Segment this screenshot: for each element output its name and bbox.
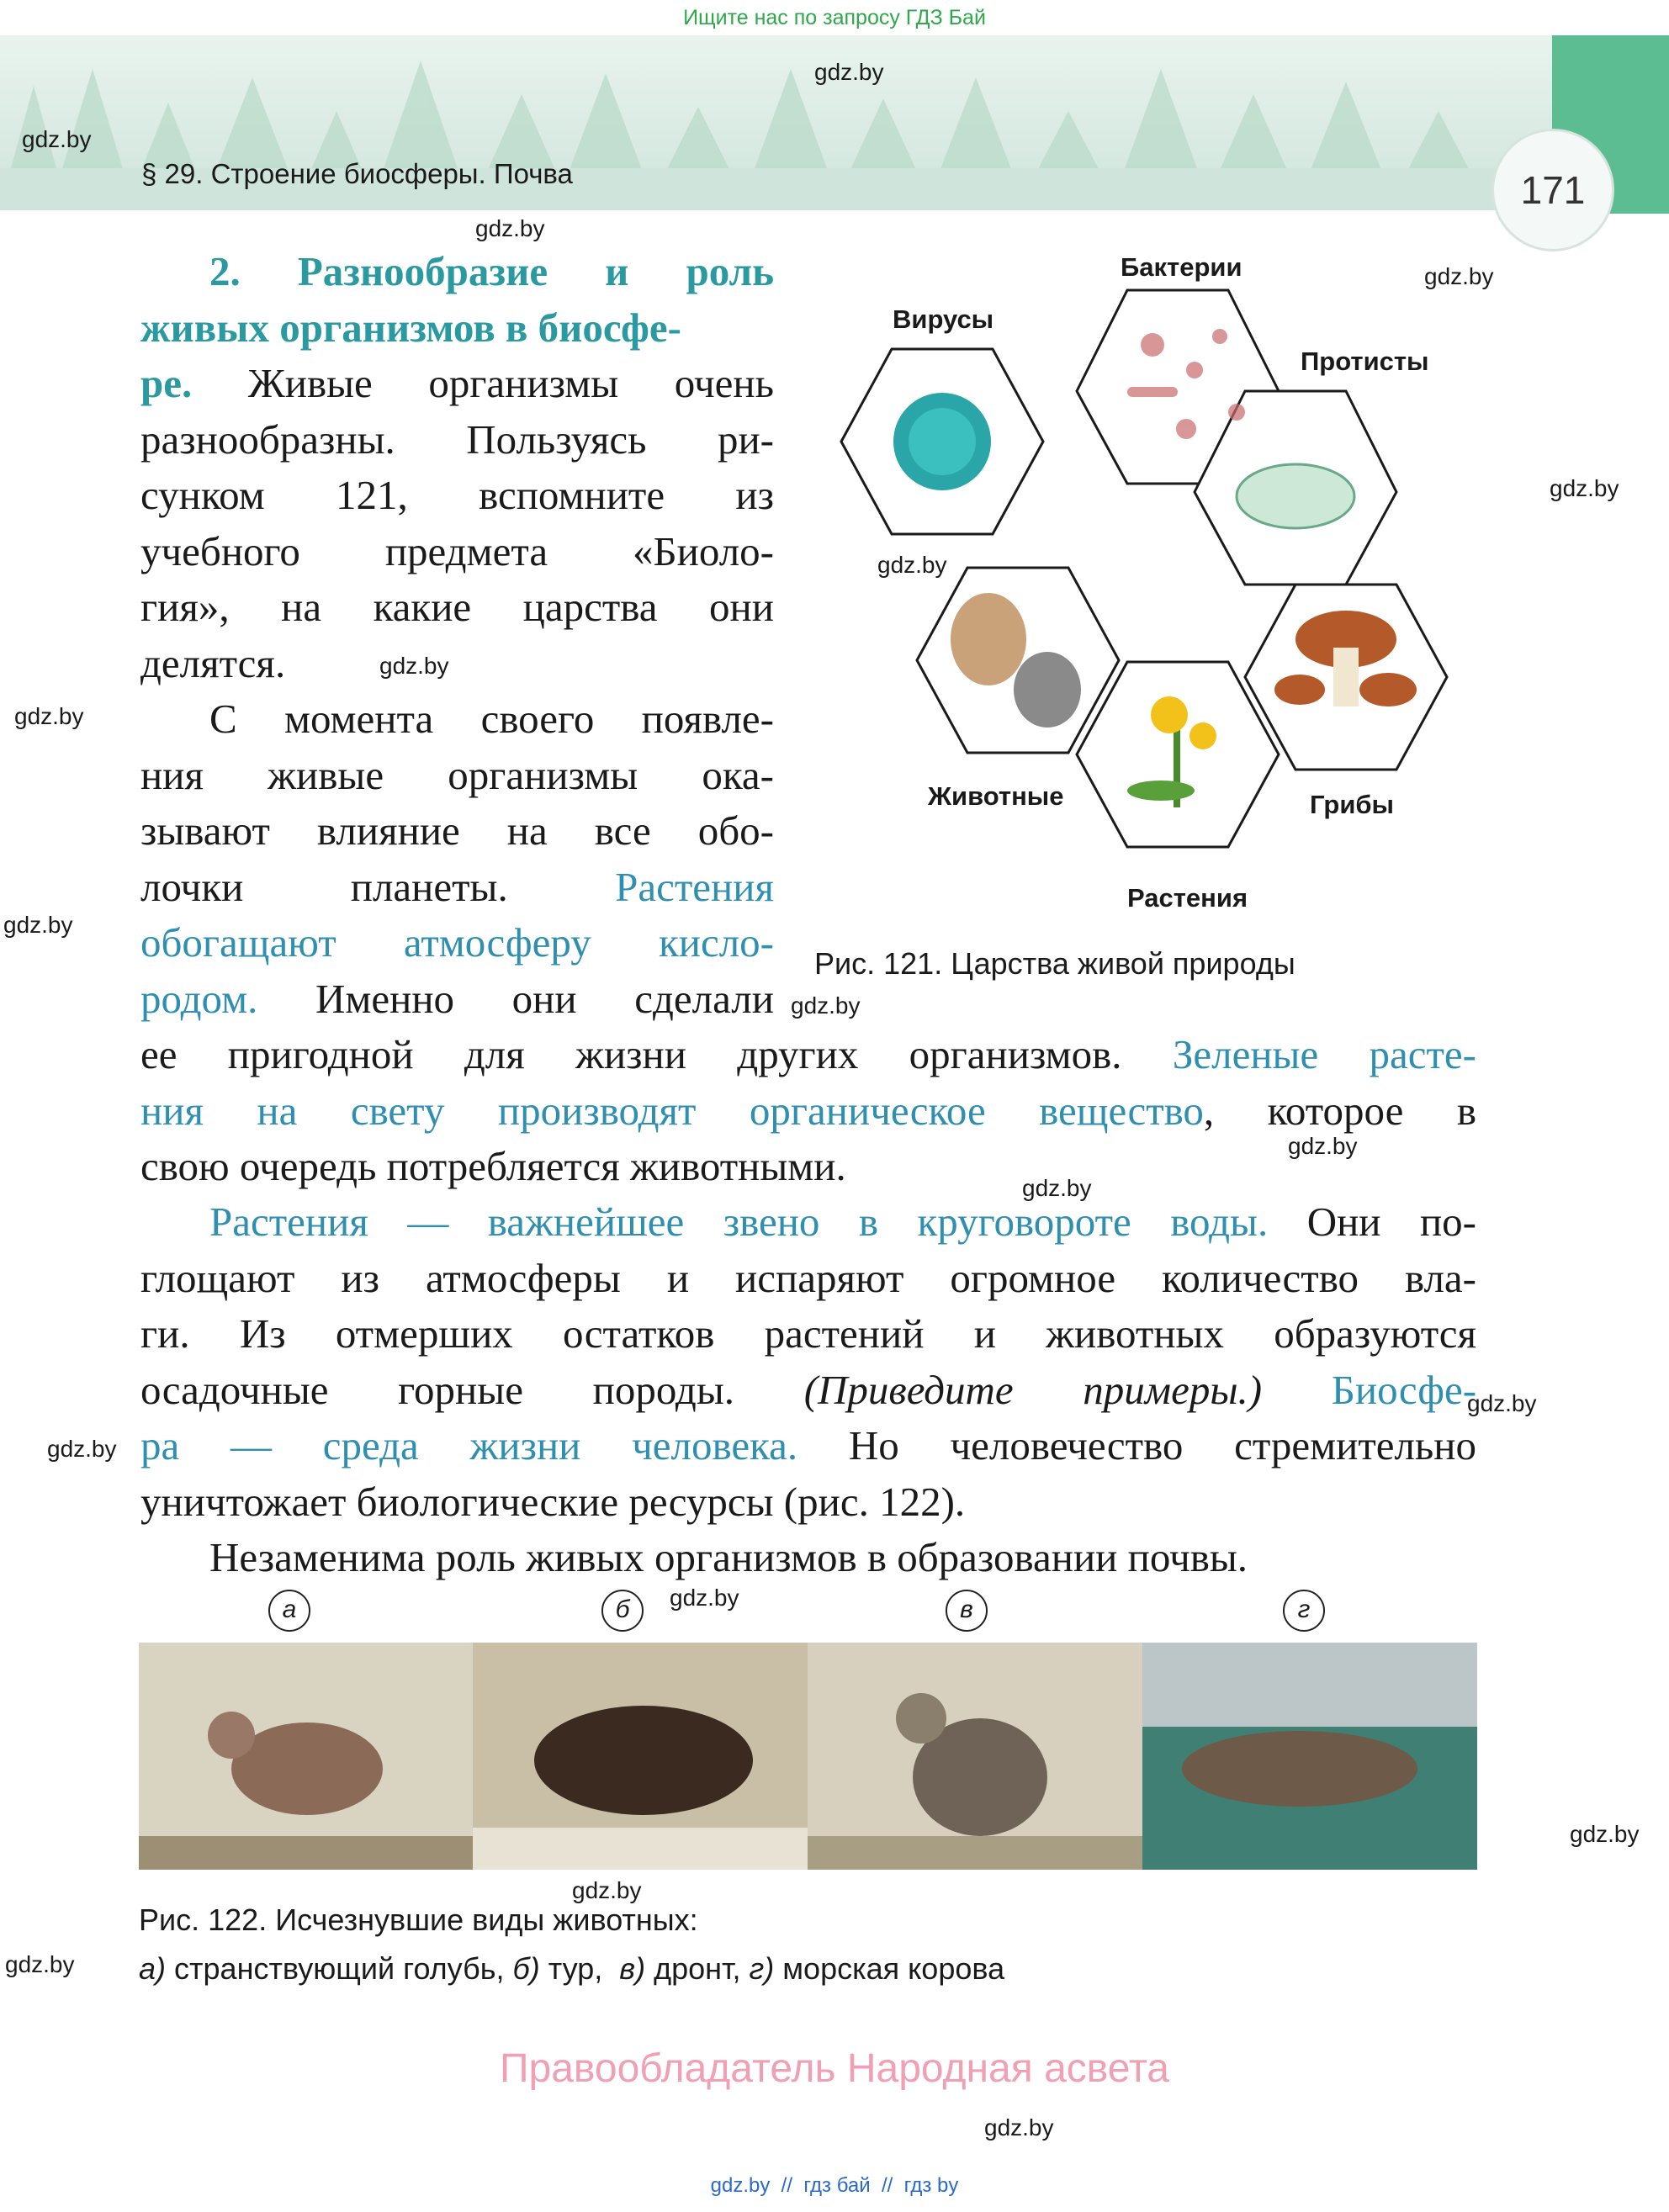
italic-text: (Приведите примеры.) <box>803 1366 1263 1413</box>
label-viruses: Вирусы <box>893 304 994 334</box>
watermark: gdz.by <box>22 126 92 152</box>
watermark: gdz.by <box>984 2114 1054 2141</box>
label-fungi: Грибы <box>1310 790 1395 819</box>
caption-letter: г) <box>749 1951 775 1986</box>
watermark: gdz.by <box>814 59 884 85</box>
text-line: , которое в <box>1203 1087 1476 1134</box>
highlight-text: Растения — важнейшее звено в круговороте воды. <box>209 1199 1269 1245</box>
watermark: gdz.by <box>1550 475 1619 501</box>
watermark: gdz.by <box>1424 263 1494 289</box>
text-line: ния живые организмы ока- <box>140 751 774 798</box>
text-line: ее пригодной для жизни других организмов. <box>140 1031 1122 1077</box>
section-heading: живых организмов в биосфе- <box>140 304 681 351</box>
text-line: зывают влияние на все обо- <box>140 807 774 854</box>
virus-illustration <box>893 393 991 490</box>
caption-letter: в) <box>619 1951 646 1986</box>
watermark: gdz.by <box>1022 1175 1092 1201</box>
text-line: ги. Из отмерших остатков растений и животных образуются <box>140 1310 1476 1357</box>
figure-letter: в <box>946 1590 988 1632</box>
passenger-pigeon-image <box>139 1643 473 1870</box>
label-bacteria: Бактерии <box>1121 252 1242 282</box>
watermark: gdz.by <box>14 703 84 729</box>
figure-letter: б <box>601 1590 644 1632</box>
text-line: делятся. <box>140 639 286 686</box>
caption-item: странствующий голубь, <box>174 1951 505 1986</box>
text-line: сунком 121, вспомните из <box>140 472 774 518</box>
page-number: 171 <box>1492 129 1614 251</box>
steller-sea-cow-image <box>1142 1643 1477 1870</box>
watermark: gdz.by <box>3 912 73 938</box>
text-line: уничтожает биологические ресурсы (рис. 122). <box>140 1478 966 1525</box>
paragraph-1 <box>140 244 774 1027</box>
extinct-animals-strip <box>139 1643 1477 1870</box>
figure-letter: г <box>1283 1590 1325 1632</box>
watermark: gdz.by <box>670 1585 739 1611</box>
copyright-notice: Правообладатель Народная асвета <box>500 2046 1169 2091</box>
figure-121-caption: Рис. 121. Царства живой природы <box>814 946 1295 981</box>
figure-122-caption-items <box>139 1951 1004 1987</box>
caption-item: тур, <box>548 1951 603 1986</box>
figure-122-caption-title: Рис. 122. Исчезнувшие виды животных: <box>139 1902 698 1937</box>
paragraph-3 <box>140 1194 1476 1586</box>
caption-letter: а) <box>139 1951 167 1986</box>
label-protists: Протисты <box>1301 347 1429 376</box>
text-line: Живые организмы очень <box>247 360 774 406</box>
text-line: С момента своего появле- <box>209 696 774 742</box>
watermark: gdz.by <box>475 215 545 241</box>
highlight-text: обогащают атмосферу кисло- <box>140 919 774 966</box>
text-line: осадочные горные породы. <box>140 1366 735 1413</box>
section-heading: 2. Разнообразие и роль <box>209 248 774 294</box>
caption-item: дронт, <box>654 1951 741 1986</box>
protist-illustration <box>1237 464 1354 528</box>
section-heading: ре. <box>140 360 193 406</box>
text-line: учебного предмета «Биоло- <box>140 527 774 574</box>
highlight-text: родом. <box>140 975 258 1022</box>
label-plants: Растения <box>1127 883 1248 913</box>
watermark: gdz.by <box>1288 1133 1358 1159</box>
watermark: gdz.by <box>1570 1821 1640 1847</box>
text-line: гия», на какие царства они <box>140 584 774 630</box>
aurochs-image <box>473 1643 808 1870</box>
text-line: разнообразны. Пользуясь ри- <box>140 415 774 463</box>
label-animals: Животные <box>928 781 1064 811</box>
watermark: gdz.by <box>791 992 861 1019</box>
figure-letter: а <box>268 1590 310 1632</box>
highlight-text: Растения <box>615 863 774 910</box>
dodo-image <box>808 1643 1142 1870</box>
highlight-text: ния на свету производят органическое вещество <box>140 1087 1204 1134</box>
watermark: gdz.by <box>5 1951 75 1977</box>
text-line: лочки планеты. <box>140 863 508 910</box>
top-search-banner: Ищите нас по запросу ГДЗ Бай <box>683 6 986 29</box>
watermark: gdz.by <box>1467 1390 1537 1416</box>
watermark: gdz.by <box>379 653 449 679</box>
text-line: глощают из атмосферы и испаряют огромное количество вла- <box>140 1254 1476 1301</box>
watermark: gdz.by <box>47 1436 117 1462</box>
text-line: Незаменима роль живых организмов в образовании почвы. <box>209 1534 1248 1580</box>
watermark: gdz.by <box>877 552 947 578</box>
paragraph-2-continued <box>140 1027 1476 1195</box>
watermark: gdz.by <box>572 1877 642 1903</box>
text-line: Именно они сделали <box>315 975 774 1022</box>
caption-letter: б) <box>512 1951 540 1986</box>
text-line: Они по- <box>1306 1199 1477 1245</box>
section-title: § 29. Строение биосферы. Почва <box>141 158 573 189</box>
footer-links[interactable]: gdz.by // гдз бай // гдз by <box>710 2174 959 2197</box>
text-line: Но человечество стремительно <box>848 1422 1477 1468</box>
text-line: свою очередь потребляется животными. <box>140 1143 846 1189</box>
highlight-text: ра — среда жизни человека. <box>140 1422 798 1468</box>
highlight-text: Биосфе- <box>1331 1366 1477 1413</box>
highlight-text: Зеленые расте- <box>1172 1031 1476 1077</box>
caption-item: морская корова <box>782 1951 1005 1986</box>
